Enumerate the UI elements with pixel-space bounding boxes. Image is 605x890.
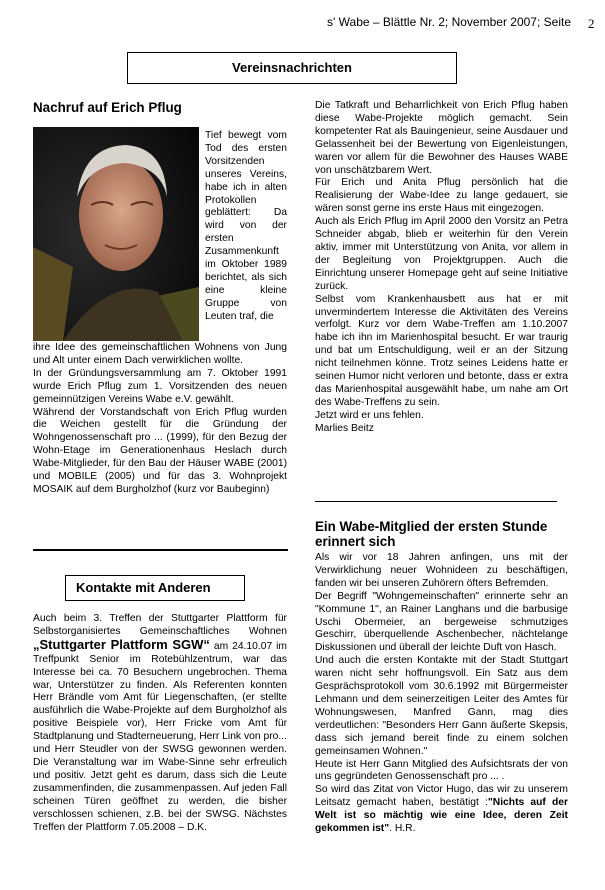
nachruf-paragraph-1-end: ihre Idee des gemeinschaftlichen Wohnens von Jung und Alt unter einem Dach verwirklichen wollte. xyxy=(33,342,287,366)
nachruf-paragraph-1-start: Tief bewegt vom Tod des ersten Vorsitzenden unseres Vereins, habe ich in alten Protokollen geblättert: Da wird von der ersten Zusammenkunft im Oktober 1989 berichtet, als sich eine kleine Gruppe von Leuten traf, die xyxy=(205,130,287,322)
page-header: s' Wabe – Blättle Nr. 2; November 2007; Seite xyxy=(327,15,571,29)
kontakte-intro: Auch beim 3. Treffen der Stuttgarter Plattform für Selbstorganisiertes Gemeinschaftliches Wohnen xyxy=(33,613,287,637)
erinnert-quote-intro: So wird das Zitat von Victor Hugo, das wir zu unserem Leitsatz gemacht haben, bestätigt : xyxy=(315,784,568,809)
divider-left xyxy=(33,549,288,551)
victor-hugo-quote: "Nichts auf der Welt ist so mächtig wie eine Idee, deren Zeit gekommen ist" xyxy=(315,797,568,835)
section-title-vereinsnachrichten: Vereinsnachrichten xyxy=(127,52,457,84)
kontakte-paragraph xyxy=(33,613,287,834)
erinnert-signature: . H.R. xyxy=(389,823,416,835)
section-title-kontakte: Kontakte mit Anderen xyxy=(65,575,245,601)
nachruf-paragraph-3: Während der Vorstandschaft von Erich Pflug wurden die Weichen gestellt für die Gründung der Wohngenossenschaft pro ... (1999), für den Bezug der Wohn-Etage im Generationenhaus Heslach durch Wabe-Mitglieder, für den Bau der Häuser WABE (2001) und MOBILE (2005) und für das 3. Wohnprojekt MOSAIK auf dem Burgholzhof (kurz vor Baubeginn) xyxy=(33,406,287,495)
erinnert-paragraph-5 xyxy=(315,784,568,836)
nachruf-paragraph-8: Jetzt wird er uns fehlen. xyxy=(315,409,424,421)
article-title-erinnert: Ein Wabe-Mitglied der ersten Stunde erinnert sich xyxy=(315,519,548,549)
erinnert-paragraph-2: Der Begriff "Wohngemeinschaften" erinnerte sehr an "Kommune 1", an Rainer Langhans und die barbusige Uschi Obermeier, an bergeweise schmutziges Geschirr, überquellende Aschenbecher, nächtelange Diskussionen und überall der leichte Duft von Hasch. xyxy=(315,590,568,654)
nachruf-paragraph-2: In der Gründungsversammlung am 7. Oktober 1991 wurde Erich Pflug zum 1. Vorsitzenden des neuen gemeinnützigen Vereins Wabe e.V. gewählt. xyxy=(33,367,287,405)
nachruf-author: Marlies Beitz xyxy=(315,422,374,434)
nachruf-paragraph-5: Für Erich und Anita Pflug persönlich hat die Realisierung der Wabe-Idee zu lange gedauert, sie wären sonst gerne ins erste Haus mit eingezogen. xyxy=(315,177,568,215)
erinnert-paragraph-3: Und auch die ersten Kontakte mit der Stadt Stuttgart waren nicht sehr hoffnungsvoll. Ein Satz aus dem Gesprächsprotokoll vom 30.6.1992 mit Bürgermeister Lehmann und dem seinerzeitigen Leiter des Amtes für Wohnungswesen, Manfred Gann, mag dies verdeutlichen: "Besonders Herr Gann äußerte Skepsis, dass sich jemand bereit finde zu einem solchen gemeinsamen Wohnen." xyxy=(315,655,568,757)
article-title-nachruf: Nachruf auf Erich Pflug xyxy=(33,100,182,115)
kontakte-plattform-name: „Stuttgarter Plattform SGW“ xyxy=(33,636,210,652)
kontakte-body: am 24.10.07 im Treffpunkt Senior im Rotebühlzentrum, war das Interesse bei ca. 70 Besuchern ungebrochen. Thema war, Unterstützer zu finden. Als Referenten konnten Herr Brändle vom Amt für Liegenschaften, (er stellte ausführlich die Wabe-Projekte auf dem Burgholzhof als positive Beispiele vor), Herr Fricke vom Amt für Stadtplanung und Stadterneuerung, Herr Link von pro... und Herr Steudler von der SWSG gewonnen werden. Die Veranstaltung war im Wabe-Sinne sehr erfreulich und positiv. Jetzt geht es darum, dass sich die Leute zusammenfinden, die zusammenpassen. Auf jeden Fall scheinen Türen geöffnet zu werden, die bisher verschlossen schienen, z.B. bei der SWSG. Nächstes Treffen der Plattform 7.05.2008 – D.K. xyxy=(33,640,287,833)
nachruf-paragraph-4: Die Tatkraft und Beharrlichkeit von Erich Pflug haben diese Wabe-Projekte möglich gemacht. Sein kompetenter Rat als Bauingenieur, seine Ausdauer und Gelassenheit bei der Bewertung von Eigenleistungen, waren vor allem für die Bewohner des Hauses WABE von unschätzbarem Wert. xyxy=(315,100,568,176)
nachruf-paragraph-6: Auch als Erich Pflug im April 2000 den Vorsitz an Petra Schneider abgab, blieb er weiterhin für den Verein aktiv, immer mit Unterstützung von Anita, vor allem in der Begleitung von Projektgruppen. Auch die Einrichtung unserer Homepage geht auf seine Initiative zurück. xyxy=(315,216,568,292)
erinnert-paragraph-4: Heute ist Herr Gann Mitglied des Aufsichtsrats der von uns gegründeten Genossenschaft pro ... . xyxy=(315,758,568,783)
nachruf-paragraph-7: Selbst vom Krankenhausbett aus hat er mit unvermindertem Interesse die Aktivitäten des Vereins verfolgt. Kurz vor dem Wabe-Treffen am 1.10.2007 habe ich ihn im Marienhospital besucht. Er war traurig und bat um Entschuldigung, weil er an der Sitzung nicht teilnehmen könne. Trotz seines Leidens hatte er seinen Humor nicht verloren und betonte, dass er extra das Marienhospital ausgewählt habe, um nahe am Ort des Wabe-Treffens zu sein. xyxy=(315,293,568,408)
divider-right xyxy=(315,501,557,502)
portrait-photo xyxy=(33,127,199,341)
page-number: 2 xyxy=(588,16,595,31)
erinnert-paragraph-1: Als wir vor 18 Jahren anfingen, uns mit der Verwirklichung neuer Wohnideen zu beschäftigen, fanden wir bei unseren Zuhörern öfters Befremden. xyxy=(315,552,568,589)
